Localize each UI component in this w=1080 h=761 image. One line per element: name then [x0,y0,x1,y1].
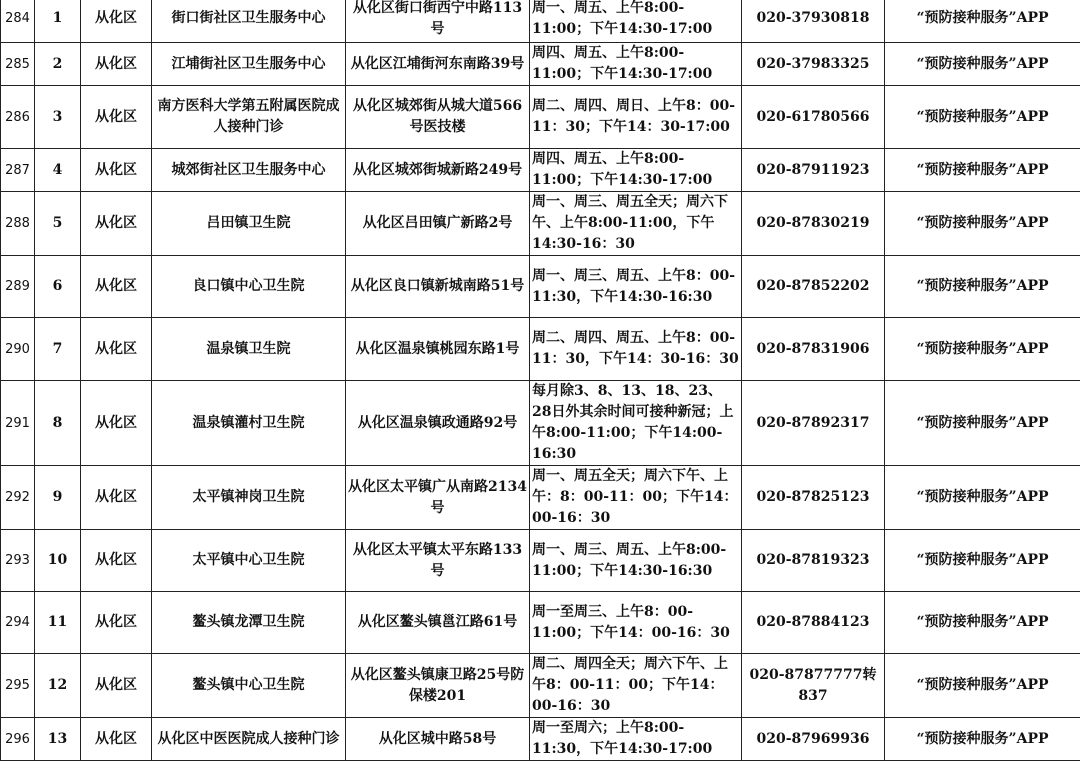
index-cell: 11 [35,592,81,654]
hours-cell: 周一、周五、上午8:00-11:00；下午14:30-17:00 [530,0,742,43]
hours-cell: 周二、周四、周五、上午8：00-11：30，下午14：30-16：30 [530,318,742,381]
row-number-cell: 292 [1,466,35,530]
phone-cell: 020-87911923 [742,149,885,192]
phone-cell: 020-87884123 [742,592,885,654]
clinic-name-cell: 城郊街社区卫生服务中心 [152,149,346,192]
row-number-cell: 288 [1,192,35,256]
table-row [1,43,1080,86]
hours-cell: 周四、周五、上午8:00-11:00；下午14:30-17:00 [530,43,742,86]
index-cell: 1 [35,0,81,43]
table-row [1,192,1080,256]
table-body [1,0,1080,761]
district-cell: 从化区 [81,86,152,149]
district-cell: 从化区 [81,381,152,466]
clinic-name-cell: 江埔街社区卫生服务中心 [152,43,346,86]
row-number-cell: 293 [1,530,35,592]
booking-app-cell: “预防接种服务”APP [885,592,1080,654]
booking-app-cell: “预防接种服务”APP [885,466,1080,530]
clinic-name-cell: 街口街社区卫生服务中心 [152,0,346,43]
hours-cell: 周二、周四、周日、上午8：00-11：30；下午14：30-17:00 [530,86,742,149]
address-cell: 从化区江埔街河东南路39号 [346,43,530,86]
index-cell: 8 [35,381,81,466]
district-cell: 从化区 [81,192,152,256]
hours-cell: 周一、周三、周五、上午8：00-11:30，下午14:30-16:30 [530,256,742,318]
district-cell: 从化区 [81,654,152,718]
address-cell: 从化区鳌头镇邕江路61号 [346,592,530,654]
table-row [1,466,1080,530]
row-number-cell: 286 [1,86,35,149]
index-cell: 7 [35,318,81,381]
table-row [1,0,1080,43]
phone-cell: 020-87969936 [742,718,885,761]
table-row [1,530,1080,592]
district-cell: 从化区 [81,256,152,318]
booking-app-cell: “预防接种服务”APP [885,718,1080,761]
address-cell: 从化区城郊街城新路249号 [346,149,530,192]
clinic-name-cell: 温泉镇灌村卫生院 [152,381,346,466]
booking-app-cell: “预防接种服务”APP [885,43,1080,86]
address-cell: 从化区太平镇太平东路133号 [346,530,530,592]
clinic-name-cell: 吕田镇卫生院 [152,192,346,256]
address-cell: 从化区温泉镇桃园东路1号 [346,318,530,381]
hours-cell: 周一、周三、周五全天；周六下午、上午8:00-11:00，下午14:30-16：30 [530,192,742,256]
table-row [1,86,1080,149]
index-cell: 10 [35,530,81,592]
clinic-name-cell: 鳌头镇龙潭卫生院 [152,592,346,654]
phone-cell: 020-87852202 [742,256,885,318]
row-number-cell: 294 [1,592,35,654]
index-cell: 9 [35,466,81,530]
hours-cell: 每月除3、8、13、18、23、28日外其余时间可接种新冠；上午8:00-11:00；下午14:00-16:30 [530,381,742,466]
row-number-cell: 290 [1,318,35,381]
clinic-name-cell: 南方医科大学第五附属医院成人接种门诊 [152,86,346,149]
index-cell: 13 [35,718,81,761]
row-number-cell: 295 [1,654,35,718]
clinic-name-cell: 从化区中医医院成人接种门诊 [152,718,346,761]
phone-cell: 020-87892317 [742,381,885,466]
district-cell: 从化区 [81,318,152,381]
phone-cell: 020-87825123 [742,466,885,530]
address-cell: 从化区良口镇新城南路51号 [346,256,530,318]
address-cell: 从化区吕田镇广新路2号 [346,192,530,256]
phone-cell: 020-61780566 [742,86,885,149]
address-cell: 从化区温泉镇政通路92号 [346,381,530,466]
phone-cell: 020-37930818 [742,0,885,43]
district-cell: 从化区 [81,43,152,86]
address-cell: 从化区城中路58号 [346,718,530,761]
district-cell: 从化区 [81,466,152,530]
district-cell: 从化区 [81,530,152,592]
address-cell: 从化区太平镇广从南路2134号 [346,466,530,530]
district-cell: 从化区 [81,718,152,761]
booking-app-cell: “预防接种服务”APP [885,192,1080,256]
table-row [1,256,1080,318]
hours-cell: 周四、周五、上午8:00-11:00；下午14:30-17:00 [530,149,742,192]
address-cell: 从化区街口街西宁中路113号 [346,0,530,43]
row-number-cell: 285 [1,43,35,86]
hours-cell: 周二、周四全天；周六下午、上午8：00-11：00；下午14：00-16：30 [530,654,742,718]
row-number-cell: 291 [1,381,35,466]
hours-cell: 周一至周六；上午8:00-11:30，下午14:30-17:00 [530,718,742,761]
index-cell: 4 [35,149,81,192]
address-cell: 从化区城郊街从城大道566号医技楼 [346,86,530,149]
index-cell: 5 [35,192,81,256]
clinic-name-cell: 良口镇中心卫生院 [152,256,346,318]
row-number-cell: 287 [1,149,35,192]
index-cell: 2 [35,43,81,86]
booking-app-cell: “预防接种服务”APP [885,256,1080,318]
table-row [1,149,1080,192]
booking-app-cell: “预防接种服务”APP [885,654,1080,718]
district-cell: 从化区 [81,0,152,43]
phone-cell: 020-87819323 [742,530,885,592]
phone-cell: 020-87830219 [742,192,885,256]
clinic-name-cell: 太平镇中心卫生院 [152,530,346,592]
table-row [1,592,1080,654]
address-cell: 从化区鳌头镇康卫路25号防保楼201 [346,654,530,718]
booking-app-cell: “预防接种服务”APP [885,530,1080,592]
district-cell: 从化区 [81,592,152,654]
row-number-cell: 284 [1,0,35,43]
phone-cell: 020-87831906 [742,318,885,381]
row-number-cell: 296 [1,718,35,761]
table-row [1,718,1080,761]
booking-app-cell: “预防接种服务”APP [885,318,1080,381]
district-cell: 从化区 [81,149,152,192]
booking-app-cell: “预防接种服务”APP [885,149,1080,192]
phone-cell: 020-37983325 [742,43,885,86]
index-cell: 12 [35,654,81,718]
index-cell: 6 [35,256,81,318]
phone-cell: 020-87877777转837 [742,654,885,718]
table-row [1,318,1080,381]
table-row [1,381,1080,466]
clinic-name-cell: 鳌头镇中心卫生院 [152,654,346,718]
booking-app-cell: “预防接种服务”APP [885,0,1080,43]
table-row [1,654,1080,718]
hours-cell: 周一、周五全天；周六下午、上午：8：00-11：00；下午14：00-16：30 [530,466,742,530]
hours-cell: 周一至周三、上午8：00-11:00；下午14：00-16：30 [530,592,742,654]
hours-cell: 周一、周三、周五、上午8:00-11:00；下午14:30-16:30 [530,530,742,592]
index-cell: 3 [35,86,81,149]
clinic-name-cell: 太平镇神岗卫生院 [152,466,346,530]
row-number-cell: 289 [1,256,35,318]
booking-app-cell: “预防接种服务”APP [885,381,1080,466]
booking-app-cell: “预防接种服务”APP [885,86,1080,149]
clinic-name-cell: 温泉镇卫生院 [152,318,346,381]
